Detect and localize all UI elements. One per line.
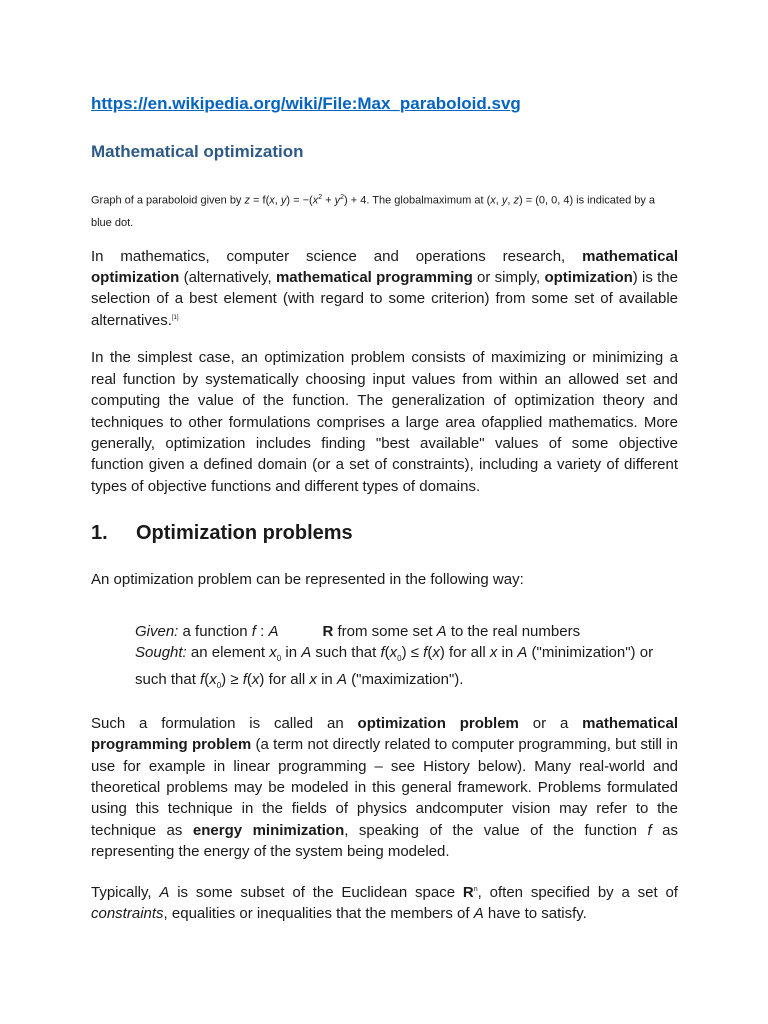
formulation-paragraph: Such a formulation is called an optimization problem or a mathematical programming problem (a term not directly related to computer programming, but still in use for example in linear programming – see History below). Many real-world and theoretical problems may be modeled in this general framework. Problems formulated using this technique in the fields of physics andcomputer vision may refer to the technique as energy minimization, speaking of the value of the function f as representing the energy of the system being modeled. bbox=[91, 714, 679, 861]
section-number: 1. bbox=[91, 522, 108, 545]
document-content bbox=[91, 92, 678, 940]
reference-marker[interactable]: [1] bbox=[171, 314, 179, 321]
sought-line: Sought: an element $x_0$ in A such that $f(x_0) \le f(x)$ for all x in A ("minimization") or such that $f(x_0) \ge f(x)$ for all x in A ("maximization"). bbox=[135, 643, 654, 691]
section-intro-paragraph: An optimization problem can be represented in the following way: bbox=[91, 571, 524, 589]
article-subtitle: Mathematical optimization bbox=[91, 142, 304, 161]
intro-paragraph: In mathematics, computer science and operations research, mathematical optimization (alternatively, mathematical programming or simply, optimization) is the selection of a best element (with regard to some criterion) from some set of available alternatives.[1] bbox=[91, 247, 678, 329]
problem-definition bbox=[135, 621, 678, 697]
simplest-case-paragraph: In the simplest case, an optimization problem consists of maximizing or minimizing a real function by systematically choosing input values from within an allowed set and computing the value of the function. The generalization of optimization theory and techniques to other formulations comprises a large area ofapplied mathematics. More generally, optimization includes finding "best available" values of some objective function given a defined domain (or a set of constraints), including a variety of different types of objective functions and different types of domains. bbox=[91, 349, 678, 495]
source-link[interactable]: https://en.wikipedia.org/wiki/File:Max_paraboloid.svg bbox=[91, 94, 521, 113]
section-heading bbox=[91, 519, 678, 547]
given-line: Given: a function f : A R from some set A to the real numbers bbox=[135, 622, 581, 640]
section-title: Optimization problems bbox=[136, 522, 353, 545]
figure-caption: Graph of a paraboloid given by z = f(x, $y) = -(x^2 + y^2) + 4$. The globalmaximum at (x, y, z) = (0, 0, 4) is indicated by a blue dot. bbox=[91, 194, 656, 229]
euclidean-paragraph: Typically, A is some subset of the Euclidean space $R^n$, often specified by a set of constraints, equalities or inequalities that the members of A have to satisfy. bbox=[91, 883, 678, 922]
